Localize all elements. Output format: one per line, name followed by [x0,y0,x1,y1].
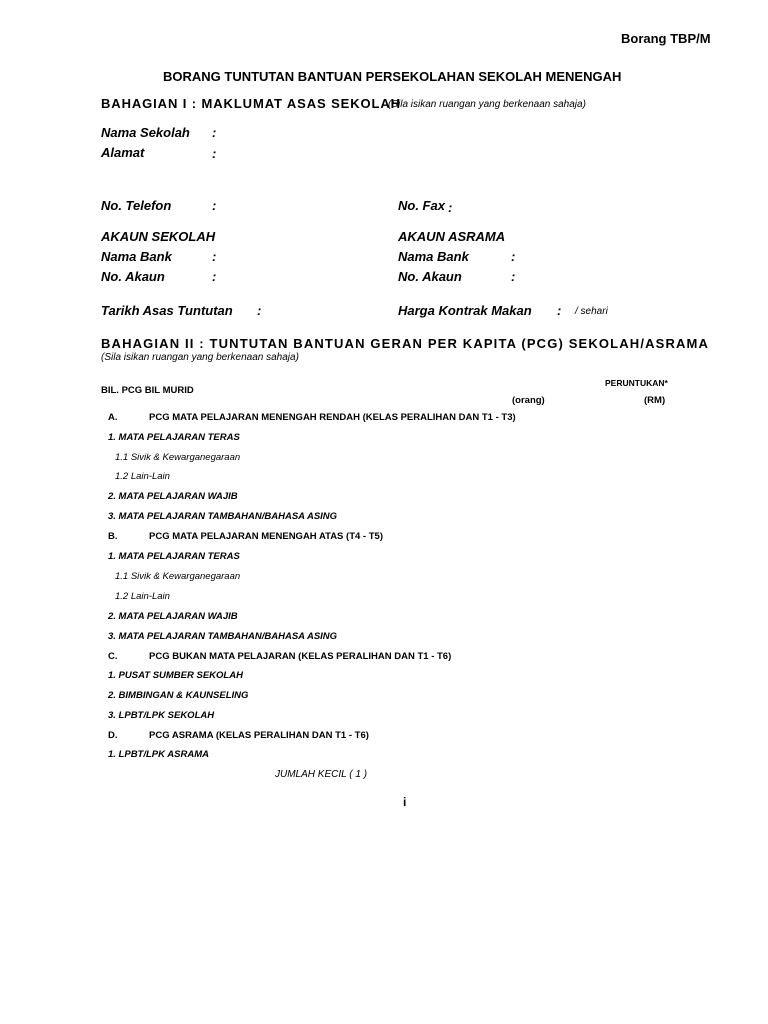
section1-heading: BAHAGIAN I : MAKLUMAT ASAS SEKOLAH [101,96,401,111]
list-item: 2. MATA PELAJARAN WAJIB [108,491,238,502]
colon: : [511,249,516,264]
group-c-title: PCG BUKAN MATA PELAJARAN (KELAS PERALIHAN DAN T1 - T6) [149,651,452,662]
group-b-letter: B. [108,531,118,542]
label-no-akaun-asrama: No. Akaun [398,269,462,284]
label-telefon: No. Telefon [101,198,172,213]
label-akaun-sekolah: AKAUN SEKOLAH [101,229,216,244]
list-item: 3. MATA PELAJARAN TAMBAHAN/BAHASA ASING [108,511,338,522]
label-harga: Harga Kontrak Makan [398,303,532,318]
list-item: 1.1 Sivik & Kewarganegaraan [115,571,241,582]
col-peruntukan: PERUNTUKAN* [605,378,668,388]
group-a-letter: A. [108,412,118,423]
label-fax: No. Fax [398,198,445,213]
label-tarikh: Tarikh Asas Tuntutan [101,303,233,318]
label-akaun-asrama: AKAUN ASRAMA [398,229,506,244]
list-item: 3. LPBT/LPK SEKOLAH [108,710,215,721]
list-item: 1. PUSAT SUMBER SEKOLAH [108,670,243,681]
col-orang: (orang) [512,395,545,406]
list-item: 2. BIMBINGAN & KAUNSELING [108,690,249,701]
group-c-letter: C. [108,651,118,662]
colon: : [212,125,217,140]
list-item: 3. MATA PELAJARAN TAMBAHAN/BAHASA ASING [108,631,338,642]
form-code: Borang TBP/M [621,31,711,46]
list-item: 1.1 Sivik & Kewarganegaraan [115,452,241,463]
form-title: BORANG TUNTUTAN BANTUAN PERSEKOLAHAN SEKOLAH MENENGAH [163,69,622,84]
list-item: 1. MATA PELAJARAN TERAS [108,432,240,443]
label-alamat: Alamat [101,145,145,160]
group-a-title: PCG MATA PELAJARAN MENENGAH RENDAH (KELAS PERALIHAN DAN T1 - T3) [149,412,516,423]
colon: : [212,269,217,284]
list-item: 2. MATA PELAJARAN WAJIB [108,611,238,622]
group-b-title: PCG MATA PELAJARAN MENENGAH ATAS (T4 - T5) [149,531,383,542]
label-no-akaun-sekolah: No. Akaun [101,269,165,284]
colon: : [212,198,217,213]
list-item: 1. MATA PELAJARAN TERAS [108,551,240,562]
colon: : [448,200,453,215]
colon: : [212,146,217,161]
group-d-letter: D. [108,730,118,741]
list-item: 1.2 Lain-Lain [115,471,170,482]
page-number: i [403,795,407,809]
list-item: 1.2 Lain-Lain [115,591,170,602]
colon: : [557,303,562,318]
group-d-title: PCG ASRAMA (KELAS PERALIHAN DAN T1 - T6) [149,730,369,741]
jumlah-kecil: JUMLAH KECIL ( 1 ) [275,769,368,780]
list-item: 1. LPBT/LPK ASRAMA [108,749,209,760]
label-nama-sekolah: Nama Sekolah [101,125,190,140]
label-nama-bank-sekolah: Nama Bank [101,249,172,264]
section1-note: (Sila isikan ruangan yang berkenaan sahaja) [388,99,586,110]
col-rm: (RM) [644,395,666,406]
col-bil-pcg-murid: BIL. PCG BIL MURID [101,385,194,396]
colon: : [257,303,262,318]
section2-note: (Sila isikan ruangan yang berkenaan sahaja) [101,352,299,363]
colon: : [212,249,217,264]
label-nama-bank-asrama: Nama Bank [398,249,469,264]
label-sehari: / sehari [575,306,608,317]
section2-heading: BAHAGIAN II : TUNTUTAN BANTUAN GERAN PER KAPITA (PCG) SEKOLAH/ASRAMA [101,336,710,351]
colon: : [511,269,516,284]
